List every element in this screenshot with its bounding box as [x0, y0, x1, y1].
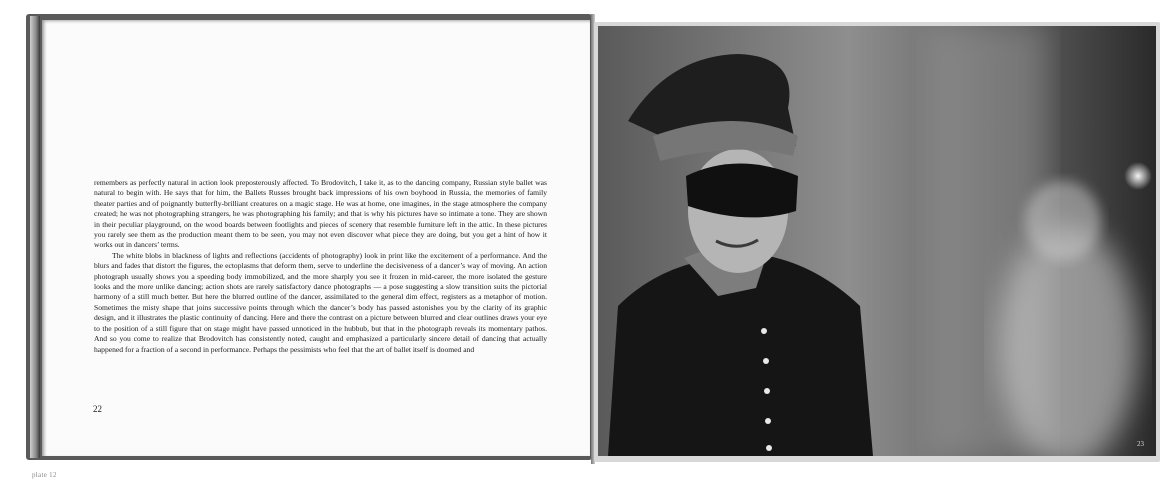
paragraph-2: The white blobs in blackness of lights and reflections (accidents of photography) look in print like the excitement of a performance. And the blurs and fades that distort the figures, the ectoplasms that deform them, serve to underline the decisiveness of a dancer’s way of moving. An action photograph usually shows you a speeding body immobilized, and the more sharply you see it frozen in mid-career, the more isolated the gesture looks and the more unlike dancing; action shots are rarely satisfactory dance photographs — a pose suggesting a slow transition suits the pictorial harmony of a still much better. But here the blurred outline of the dancer, assimilated to the general dim effect, registers as a metaphor of motion. Sometimes the misty shape that joins successive points through which the dancer’s body has passed astonishes you by the clarity of its graphic design, and it illustrates the plastic continuity of dancing. Here and there the contrast on a picture between blurred and clear outlines draws your eye to the position of a still figure that on stage might have passed unnoticed in the hubbub, but that in the photograph reveals its momentary pathos. And so you come to realize that Brodovitch has consistently noted, caught and emphasized a particularly sincere detail of dancing that actually happened for a fraction of a second in performance. Perhaps the pessimists who feel that the art of ballet itself is doomed and: [94, 250, 547, 354]
photo-illustration: [598, 26, 1156, 456]
dancer-photograph: [598, 26, 1156, 456]
paragraph-1: remembers as perfectly natural in action look preposterously affected. To Brodovitch, I take it, as to the dancing company, Russian style ballet was natural to begin with. He says that for him, the Ballets Russes brought back impressions of his own boyhood in Russia, the memories of family theater parties and of poignantly butterfly-brilliant creatures on a magic stage. He was at home, one imagines, in the stage atmosphere the company created; he was not photographing strangers, he was photographing his family; and that is why his pictures have so intimate a tone. They are shown in their peculiar playground, on the wood boards between footlights and pieces of scenery that resemble furniture left in the attic. In these pictures you rarely see them as the production meant them to be seen, you may not even discover what piece they are doing, but you get a hint of how it works out in dancers’ terms.: [94, 178, 547, 250]
page-number-left: 22: [93, 404, 102, 414]
page-number-right: 23: [1137, 440, 1144, 448]
plate-label: plate 12: [32, 471, 57, 479]
body-text: [94, 178, 547, 355]
left-page-edge: [30, 16, 40, 458]
